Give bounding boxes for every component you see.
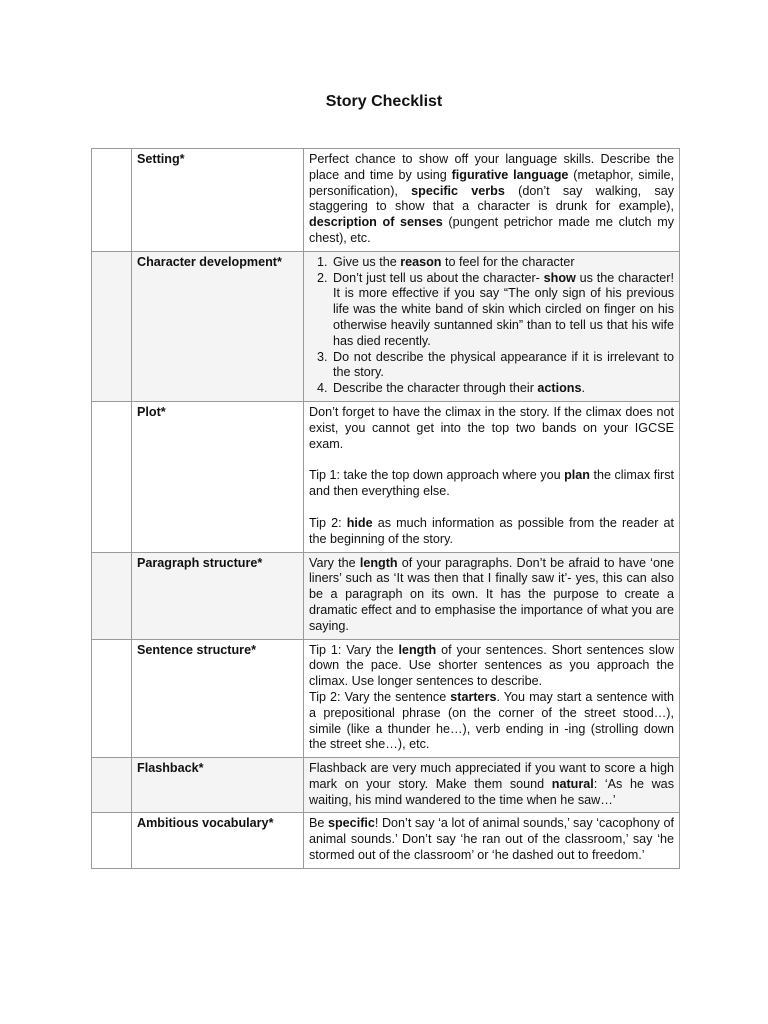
description-paragraph [309, 516, 674, 548]
row-description [304, 758, 680, 813]
emphasis-text: reason [400, 254, 442, 269]
description-text: Tip 1: take the top down approach where you [309, 468, 565, 483]
checklist-row [92, 401, 680, 552]
description-text: (don’t say walking, say staggering to show that a character is drunk for example), [309, 183, 675, 214]
description-text: Do not describe the physical appearance if it is irrelevant to the story. [333, 349, 674, 380]
description-text: the climax first and then everything else. [309, 468, 674, 499]
row-blank-cell [92, 552, 132, 639]
emphasis-text: figurative language [451, 167, 569, 182]
description-text: Be [309, 816, 328, 831]
emphasis-text: show [543, 270, 576, 285]
description-text: Tip 2: Vary the sentence [309, 689, 451, 704]
row-label: Paragraph structure* [132, 552, 304, 639]
description-text: ! Don’t say ‘a lot of animal sounds,’ say ‘cacophony of animal sounds.’ Don’t say ‘he ran out of the classroom,’ say ‘he stormed out of the classroom’ or ‘he dashed out to freedom.’ [309, 816, 675, 863]
description-text: us the character! It is more effective if you say “The only sign of his previous life was the white band of skin which circled on finger on his otherwise heavily suntanned skin” than to tell us that his wife has died recently. [333, 270, 674, 348]
emphasis-text: length [359, 555, 398, 570]
emphasis-text: actions [537, 381, 582, 396]
emphasis-text: natural [551, 776, 594, 791]
row-label: Plot* [132, 401, 304, 552]
row-description [304, 813, 680, 868]
row-description [304, 639, 680, 758]
description-text: Tip 1: Vary the [309, 642, 399, 657]
checklist-row [92, 149, 680, 252]
description-text: Perfect chance to show off your language skills. Describe the place and time by using [309, 152, 674, 182]
emphasis-text: plan [564, 468, 590, 483]
description-paragraph [309, 152, 674, 247]
description-text: . You may start a sentence with a prepositional phrase (on the corner of the street stood…), simile (like a thunder he…), verb ending in -ing (strolling down the street she…), etc. [309, 689, 674, 752]
description-paragraph [309, 761, 674, 808]
emphasis-text: description of senses [309, 215, 443, 230]
numbered-list [309, 255, 674, 397]
description-paragraph [309, 556, 674, 635]
row-description [304, 401, 680, 552]
description-text: Don’t just tell us about the character- [333, 270, 544, 285]
description-text: Give us the [333, 254, 401, 269]
row-blank-cell [92, 401, 132, 552]
description-text: (metaphor, simile, personification), [309, 167, 674, 198]
row-label: Flashback* [132, 758, 304, 813]
emphasis-text: specific verbs [411, 183, 505, 198]
description-text: of your sentences. Short sentences slow down the pace. Use shorter sentences as you approach the climax. Use longer sentences to describe. [309, 642, 674, 689]
checklist-row [92, 758, 680, 813]
row-blank-cell [92, 639, 132, 758]
description-paragraph [309, 468, 674, 500]
row-description [304, 251, 680, 401]
description-text: : ‘As he was waiting, his mind wandered to the time when he saw…’ [309, 776, 674, 807]
row-description [304, 552, 680, 639]
row-label: Setting* [132, 149, 304, 252]
description-text: Flashback are very much appreciated if you want to score a high mark on your story. Make them sound [309, 761, 674, 791]
emphasis-text: starters [450, 689, 497, 704]
row-blank-cell [92, 813, 132, 868]
row-description [304, 149, 680, 252]
row-label: Sentence structure* [132, 639, 304, 758]
description-text: Describe the character through their [333, 381, 538, 396]
list-item [331, 381, 674, 397]
row-blank-cell [92, 251, 132, 401]
description-text: of your paragraphs. Don’t be afraid to have ‘one liners’ such as ‘It was then that I finally saw it’- yes, this can also be a paragraph on its own. It has the purpose to create a dramatic effect and to emphasise the importance of what you are saying. [309, 555, 674, 633]
description-text: Don’t forget to have the climax in the story. If the climax does not exist, you cannot get into the top two bands on your IGCSE exam. [309, 404, 674, 451]
description-text: to feel for the character [441, 254, 575, 269]
description-text: Vary the [309, 555, 360, 570]
row-label: Character development* [132, 251, 304, 401]
list-item [331, 271, 674, 350]
description-paragraph [309, 643, 674, 690]
row-label: Ambitious vocabulary* [132, 813, 304, 868]
description-paragraph [309, 690, 674, 753]
emphasis-text: hide [346, 515, 373, 530]
description-paragraph [309, 405, 674, 452]
description-paragraph [309, 816, 674, 863]
checklist-row [92, 251, 680, 401]
page-title: Story Checklist [325, 93, 443, 110]
row-blank-cell [92, 758, 132, 813]
checklist-table [91, 148, 680, 869]
emphasis-text: specific [327, 816, 375, 831]
checklist-row [92, 813, 680, 868]
row-blank-cell [92, 149, 132, 252]
description-text: . [581, 381, 585, 396]
description-text: (pungent petrichor made me clutch my chest), etc. [309, 215, 674, 245]
list-item [331, 350, 674, 382]
emphasis-text: length [398, 642, 437, 657]
checklist-row [92, 552, 680, 639]
list-item [331, 255, 674, 271]
description-text: as much information as possible from the reader at the beginning of the story. [309, 515, 675, 546]
checklist-row [92, 639, 680, 758]
checklist-rows [92, 149, 680, 869]
description-text: Tip 2: [309, 515, 347, 530]
